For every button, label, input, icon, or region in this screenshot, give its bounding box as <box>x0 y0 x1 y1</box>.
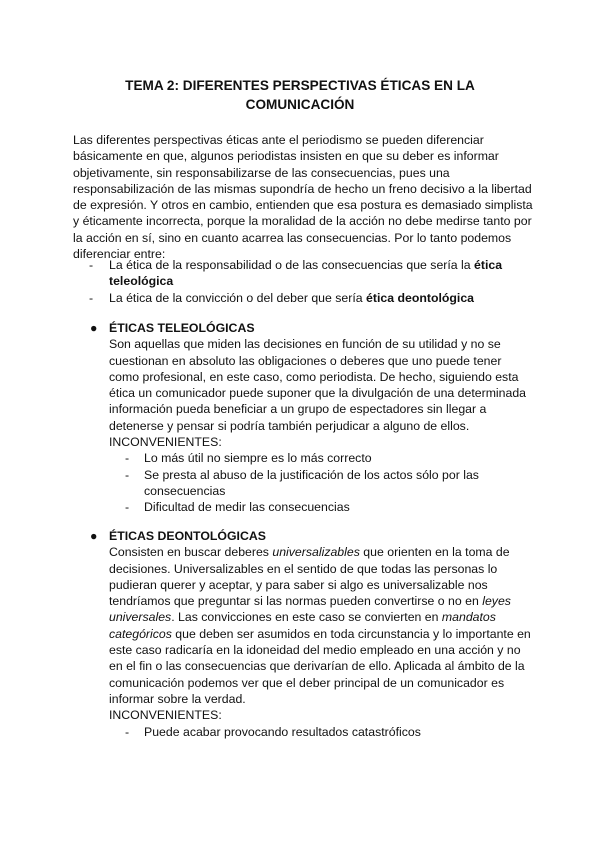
intro-line: responsabilización de las mismas supondría de hecho un freno decisivo a la libertad <box>73 181 532 196</box>
body-line: en el fin o las consecuencias que derivarían de ello. Aplicada al ámbito de la <box>109 659 525 674</box>
body-line: tendríamos que preguntar si las normas pueden convertirse o no en leyes <box>109 594 511 609</box>
body-line: este caso radicaría en la idoneidad del medio empleado en una acción y no <box>109 643 521 658</box>
body-line: pudieran querer y aceptar, y para saber si algo es universalizable nos <box>109 577 488 592</box>
item-text: La ética de la responsabilidad o de las consecuencias que sería la <box>109 258 475 272</box>
list-item <box>89 290 529 306</box>
section-teleologicas <box>90 320 530 516</box>
list-item <box>125 450 530 466</box>
body-line: informar sobre la verdad. <box>109 691 246 706</box>
item-text: Puede acabar provocando resultados catastróficos <box>144 724 421 739</box>
item-text: consecuencias <box>144 483 226 498</box>
item-bold: teleológica <box>109 274 174 289</box>
dash-marker: - <box>125 724 130 739</box>
inconvenientes-label: INCONVENIENTES: <box>109 708 222 723</box>
body-line: categóricos que deben ser asumidos en toda circunstancia y lo importante en <box>109 626 531 641</box>
ethics-types-list <box>89 257 529 306</box>
title-line-2: COMUNICACIÓN <box>245 97 355 112</box>
heading-text: ÉTICAS DEONTOLÓGICAS <box>109 529 266 543</box>
item-text: La ética de la convicción o del deber que sería <box>109 290 367 305</box>
list-item <box>89 257 529 290</box>
intro-line: la acción en sí, sino en cuanto acarrea las consecuencias. Por lo tanto podemos <box>73 230 512 245</box>
section-body <box>90 336 530 450</box>
body-line: Son aquellas que miden las decisiones en función de su utilidad y no se <box>109 337 501 352</box>
section-heading <box>90 320 530 336</box>
list-item <box>125 467 530 500</box>
section-heading <box>90 528 530 544</box>
dash-marker: - <box>89 258 94 272</box>
inconvenientes-label: INCONVENIENTES: <box>109 435 222 450</box>
title-line-1: TEMA 2: DIFERENTES PERSPECTIVAS ÉTICAS EN LA <box>125 78 475 93</box>
body-line: comunicación podemos ver que el deber principal de un comunicador es <box>109 675 505 690</box>
dash-marker: - <box>89 290 94 305</box>
intro-line: y éticamente incorrecta, porque la moralidad de la acción no debe medirse tanto por <box>73 214 532 229</box>
body-line: Consisten en buscar deberes universalizables que orienten en la toma de <box>109 545 510 560</box>
item-text: Se presta al abuso de la justificación de los actos sólo por las <box>144 467 479 482</box>
body-line: universales. Las convicciones en este caso se convierten en mandatos <box>109 610 496 625</box>
intro-paragraph <box>73 132 533 262</box>
inconvenientes-list <box>90 450 530 515</box>
item-text: Lo más útil no siempre es lo más correcto <box>144 451 372 466</box>
body-line: decisiones. Universalizables en el sentido de que todas las personas lo <box>109 561 498 576</box>
body-line: ética un comunicador puede suponer que la divulgación de una determinada <box>109 386 527 401</box>
inconvenientes-list <box>90 724 530 740</box>
intro-line: diferenciar entre: <box>73 247 166 262</box>
body-line: cuestionan en absoluto las obligaciones o deberes que uno puede tener <box>109 353 502 368</box>
bullet-marker: ● <box>90 321 98 335</box>
section-body <box>90 544 530 723</box>
intro-line: de expresión. Y otros en cambio, entienden que esa postura es demasiado simplista <box>73 198 533 213</box>
heading-text: ÉTICAS TELEOLÓGICAS <box>109 321 255 335</box>
list-item <box>125 724 530 740</box>
list-item <box>125 499 530 515</box>
section-deontologicas <box>90 528 530 740</box>
intro-line: básicamente en que, algunos periodistas insisten en que su deber es informar <box>73 149 499 164</box>
item-text: Dificultad de medir las consecuencias <box>144 500 350 515</box>
intro-line: objetivamente, sin responsabilizarse de las consecuencias, pues una <box>73 165 450 180</box>
bullet-marker: ● <box>90 529 98 543</box>
body-line: como profesional, en este caso, como periodista. De hecho, siguiendo esta <box>109 369 519 384</box>
body-line: información pueda beneficiar a un grupo de espectadores sin llegar a <box>109 402 487 417</box>
dash-marker: - <box>125 467 130 482</box>
intro-line: Las diferentes perspectivas éticas ante el periodismo se pueden diferenciar <box>73 133 484 147</box>
dash-marker: - <box>125 451 130 466</box>
page-title <box>90 76 510 114</box>
dash-marker: - <box>125 500 130 515</box>
item-bold: ética deontológica <box>366 290 475 305</box>
item-bold: ética <box>474 258 503 272</box>
body-line: detenerse y pensar si podría también perjudicar a alguno de ellos. <box>109 418 470 433</box>
